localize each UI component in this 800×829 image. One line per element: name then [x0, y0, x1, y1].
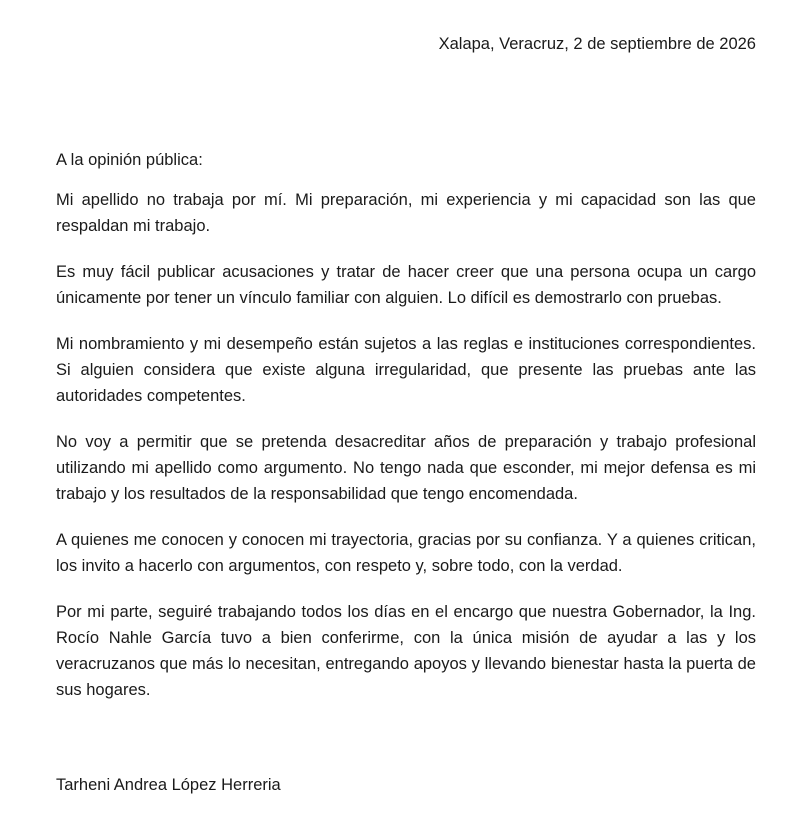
paragraph-5: A quienes me conocen y conocen mi trayectoria, gracias por su confianza. Y a quienes critican, los invito a hacerlo con argumentos, con respeto y, sobre todo, con la verdad.: [56, 531, 756, 575]
paragraph-2: Es muy fácil publicar acusaciones y tratar de hacer creer que una persona ocupa un cargo únicamente por tener un vínculo familiar con alguien. Lo difícil es demostrarlo con pruebas.: [56, 263, 756, 307]
salutation: A la opinión pública:: [56, 151, 203, 169]
letter-body: [56, 187, 756, 723]
signature-name: Tarheni Andrea López Herreria: [56, 776, 281, 794]
paragraph-6: Por mi parte, seguiré trabajando todos los días en el encargo que nuestra Gobernador, la Ing. Rocío Nahle García tuvo a bien conferirme, con la única misión de ayudar a las y los veracruzanos que más lo necesitan, entregando apoyos y llevando bienestar hasta la puerta de sus hogares.: [56, 603, 756, 699]
paragraph-4: No voy a permitir que se pretenda desacreditar años de preparación y trabajo profesional utilizando mi apellido como argumento. No tengo nada que esconder, mi mejor defensa es mi trabajo y los resultados de la responsabilidad que tengo encomendada.: [56, 433, 756, 503]
paragraph-3: Mi nombramiento y mi desempeño están sujetos a las reglas e instituciones correspondientes. Si alguien considera que existe alguna irregularidad, que presente las pruebas ante las autoridades competentes.: [56, 335, 756, 405]
paragraph-1: Mi apellido no trabaja por mí. Mi preparación, mi experiencia y mi capacidad son las que respaldan mi trabajo.: [56, 191, 756, 235]
date-line: Xalapa, Veracruz, 2 de septiembre de 2026: [438, 35, 756, 53]
